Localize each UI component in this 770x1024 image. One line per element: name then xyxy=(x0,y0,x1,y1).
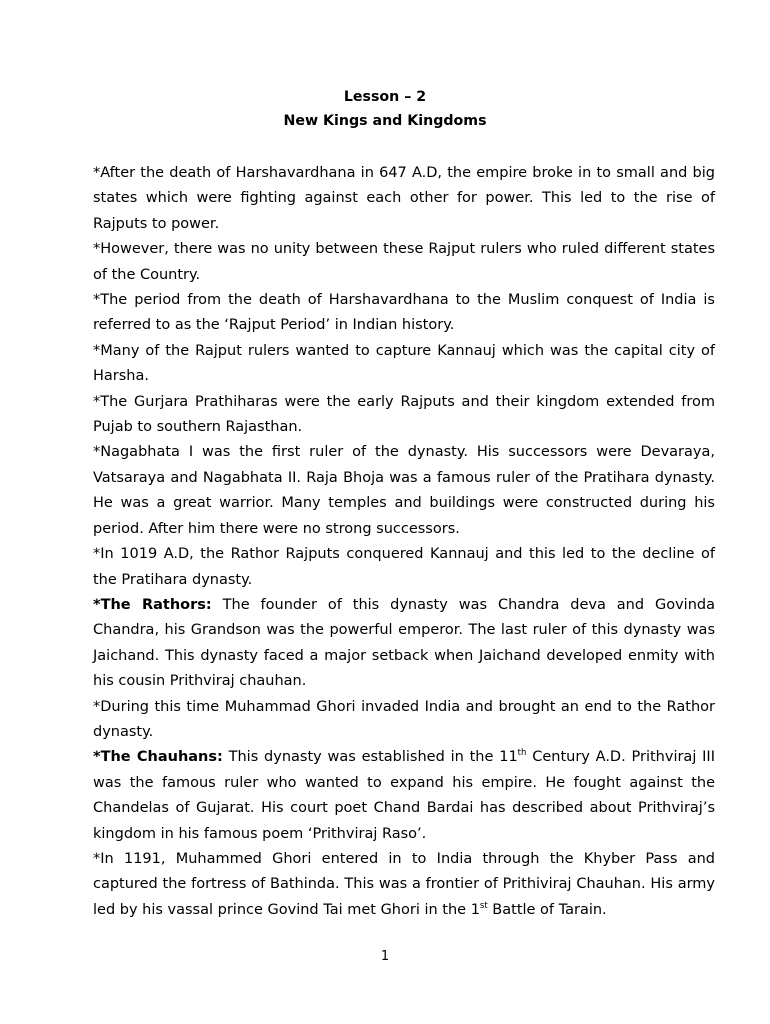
paragraph-tarain xyxy=(93,847,715,923)
rathors-text: The founder of this dynasty was Chandra deva and Govinda Chandra, his Grandson was the powerful emperor. The last ruler of this dynasty was Jaichand. This dynasty faced a major setback when Jaichand developed enmity with his cousin Prithviraj chauhan. xyxy=(93,596,715,690)
paragraph-gurjara: *The Gurjara Prathiharas were the early Rajputs and their kingdom extended from Pujab to southern Rajasthan. xyxy=(93,393,715,436)
paragraph-rajput-period: *The period from the death of Harshavardhana to the Muslim conquest of India is referred to as the ‘Rajput Period’ in Indian history. xyxy=(93,292,715,334)
tarain-text-a: *In 1191, Muhammed Ghori entered in to India through the Khyber Pass and captured the fortress of Bathinda. This was a frontier of Prithiviraj Chauhan. His army led by his vassal prince Govind Tai met Ghori in the 1 xyxy=(93,850,715,918)
paragraph-harshavardhana: *After the death of Harshavardhana in 647 A.D, the empire broke in to small and big states which were fighting against each other for power. This led to the rise of Rajputs to power. xyxy=(93,165,715,232)
lesson-number: Lesson – 2 xyxy=(343,89,427,105)
tarain-superscript: st xyxy=(479,900,488,911)
paragraph-ghori-invasion: *During this time Muhammad Ghori invaded India and brought an end to the Rathor dynasty. xyxy=(93,698,715,740)
lesson-body xyxy=(93,161,715,923)
page-number: 1 xyxy=(380,949,390,964)
paragraph-rajput-unity: *However, there was no unity between these Rajput rulers who ruled different states of the Country. xyxy=(93,241,715,283)
paragraph-rathors xyxy=(93,593,715,695)
chauhans-label: *The Chauhans: xyxy=(93,749,223,766)
paragraph-pratihara-decline: *In 1019 A.D, the Rathor Rajputs conquered Kannauj and this led to the decline of the Pratihara dynasty. xyxy=(93,546,715,588)
chauhans-text-a: This dynasty was established in the 11 xyxy=(222,749,518,766)
tarain-text-b: Battle of Tarain. xyxy=(487,901,607,918)
chauhans-text-b: Century A.D. Prithviraj III was the famous ruler who wanted to expand his empire. He fought against the Chandelas of Gujarat. His court poet Chand Bardai has described about Prithviraj’s kingdom in his famous poem ‘Prithviraj Raso’. xyxy=(93,749,715,842)
chauhans-superscript: th xyxy=(517,748,527,759)
page-title: New Kings and Kingdoms xyxy=(283,113,487,129)
paragraph-chauhans xyxy=(93,745,715,847)
paragraph-nagabhata: *Nagabhata I was the first ruler of the dynasty. His successors were Devaraya, Vatsaraya and Nagabhata II. Raja Bhoja was a famous ruler of the Pratihara dynasty. He was a great warrior. Many temples and buildings were constructed during his period. After him there were no strong successors. xyxy=(93,444,715,537)
rathors-label: *The Rathors: xyxy=(93,596,212,613)
paragraph-kannauj: *Many of the Rajput rulers wanted to capture Kannauj which was the capital city of Harsha. xyxy=(93,342,715,385)
